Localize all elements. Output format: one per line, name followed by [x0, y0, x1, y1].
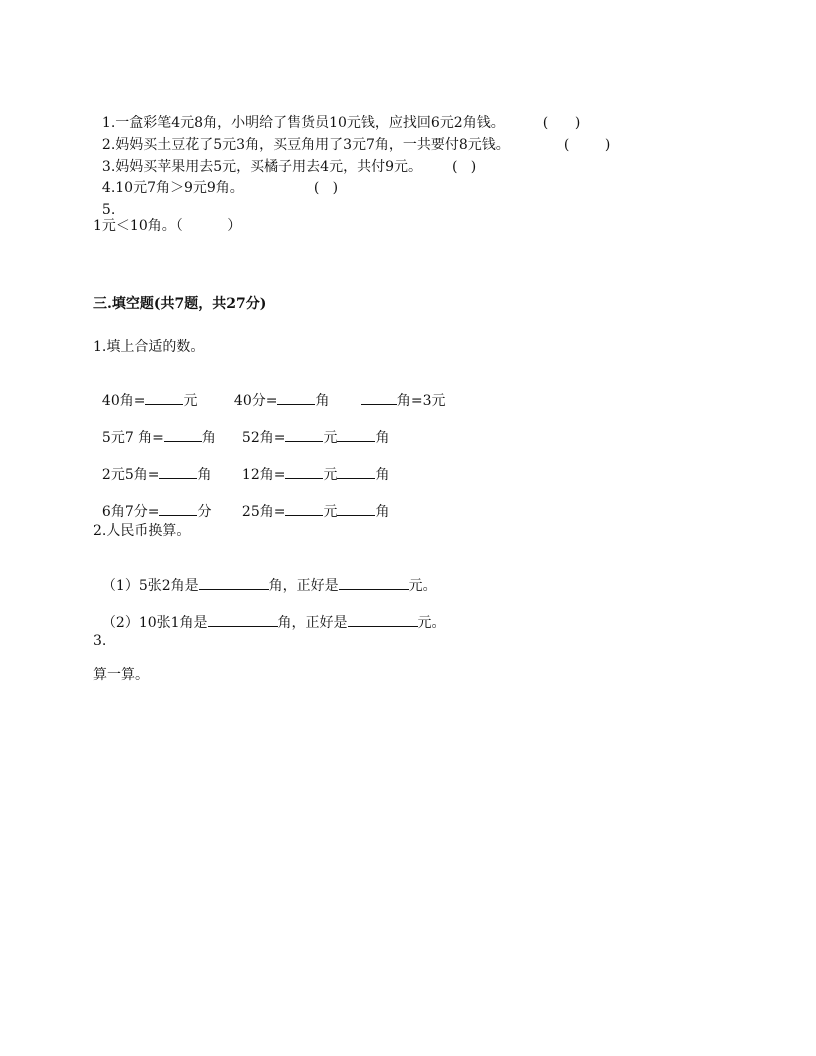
q2-title: 2.人民币换算。 — [93, 523, 191, 539]
q1-row4-item2 — [242, 503, 390, 521]
answer-blank[interactable] — [285, 429, 323, 442]
tf-item-4-paren: ( ) — [313, 180, 339, 196]
q3-number: 3. — [93, 633, 107, 649]
answer-blank[interactable] — [199, 577, 269, 590]
tf-item-1-paren: ( ) — [542, 115, 581, 131]
q1-r4-i1-unit: 分 — [197, 504, 212, 520]
answer-blank[interactable] — [159, 503, 197, 516]
tf-item-1-text: 1.一盒彩笔4元8角，小明给了售货员10元钱，应找回6元2角钱。 — [101, 115, 505, 131]
q1-r4-i1-pre: 6角7分= — [101, 504, 160, 520]
section-heading: 三.填空题(共7题，共27分) — [93, 296, 267, 312]
q1-row-1 — [93, 374, 446, 410]
tf-item-2-paren: ( ) — [563, 137, 611, 153]
q2-line-2 — [93, 596, 446, 632]
q1-row-3 — [93, 448, 389, 484]
q1-row3-item2 — [242, 466, 390, 484]
q1-row2-item2 — [242, 429, 390, 447]
tf-item-5-body: 1元＜10角。（ ） — [93, 218, 242, 234]
tf-item-5-text: 5. — [101, 202, 116, 218]
answer-blank[interactable] — [145, 392, 183, 405]
q1-r3-i1-pre: 2元5角= — [101, 467, 160, 483]
tf-item-2-text: 2.妈妈买土豆花了5元3角，买豆角用了3元7角，一共要付8元钱。 — [101, 137, 510, 153]
q1-row1-item2 — [234, 392, 361, 410]
answer-blank[interactable] — [164, 429, 202, 442]
q1-r1-i1-unit: 元 — [183, 393, 198, 409]
tf-item-3-paren: ( ) — [451, 159, 477, 175]
q2-l1-pre: （1）5张2角是 — [101, 578, 199, 594]
q1-r2-i2-unit: 元 — [323, 430, 338, 446]
q2-l1-post: 元。 — [408, 578, 437, 594]
q1-r1-i2-pre: 40分= — [233, 393, 278, 409]
tf-item-4 — [93, 161, 338, 197]
q1-r2-i2-pre: 52角= — [241, 430, 286, 446]
q2-l2-mid: 角，正好是 — [277, 615, 348, 631]
answer-blank[interactable] — [337, 429, 375, 442]
q1-r4-i2-pre: 25角= — [241, 504, 286, 520]
q1-row1-item3 — [361, 392, 446, 410]
q1-title: 1.填上合适的数。 — [93, 339, 205, 355]
q2-l2-post: 元。 — [417, 615, 446, 631]
answer-blank[interactable] — [285, 466, 323, 479]
q1-r1-i1-pre: 40角= — [101, 393, 146, 409]
q3-title: 算一算。 — [93, 667, 149, 683]
q1-row3-item1 — [102, 466, 242, 484]
q1-r3-i2-unit: 元 — [323, 467, 338, 483]
answer-blank[interactable] — [337, 466, 375, 479]
q2-l2-pre: （2）10张1角是 — [101, 615, 208, 631]
q1-r1-i3-unit: 角=3元 — [396, 393, 446, 409]
q1-row1-item1 — [102, 392, 234, 410]
q1-row-4 — [93, 485, 389, 521]
tf-item-3-text: 3.妈妈买苹果用去5元，买橘子用去4元，共付9元。 — [101, 159, 422, 175]
answer-blank[interactable] — [361, 392, 397, 405]
q2-l1-mid: 角，正好是 — [268, 578, 339, 594]
answer-blank[interactable] — [337, 503, 375, 516]
q1-r4-i2-unit: 元 — [323, 504, 338, 520]
q1-r3-i1-unit: 角 — [197, 467, 212, 483]
answer-blank[interactable] — [285, 503, 323, 516]
q1-r3-i2-pre: 12角= — [241, 467, 286, 483]
q1-r1-i2-unit: 角 — [315, 393, 330, 409]
tf-item-5 — [93, 183, 115, 219]
tf-item-4-text: 4.10元7角＞9元9角。 — [101, 180, 244, 196]
answer-blank[interactable] — [208, 614, 278, 627]
answer-blank[interactable] — [277, 392, 315, 405]
q1-row2-item1 — [102, 429, 242, 447]
q1-row4-item1 — [102, 503, 242, 521]
answer-blank[interactable] — [339, 577, 409, 590]
answer-blank[interactable] — [348, 614, 418, 627]
answer-blank[interactable] — [159, 466, 197, 479]
q1-r2-i2-unit2: 角 — [375, 430, 390, 446]
q1-r2-i1-pre: 5元7 角= — [101, 430, 164, 446]
q1-row-2 — [93, 411, 389, 447]
q1-r2-i1-unit: 角 — [201, 430, 216, 446]
q1-r4-i2-unit2: 角 — [375, 504, 390, 520]
q2-line-1 — [93, 559, 437, 595]
q1-r3-i2-unit2: 角 — [375, 467, 390, 483]
